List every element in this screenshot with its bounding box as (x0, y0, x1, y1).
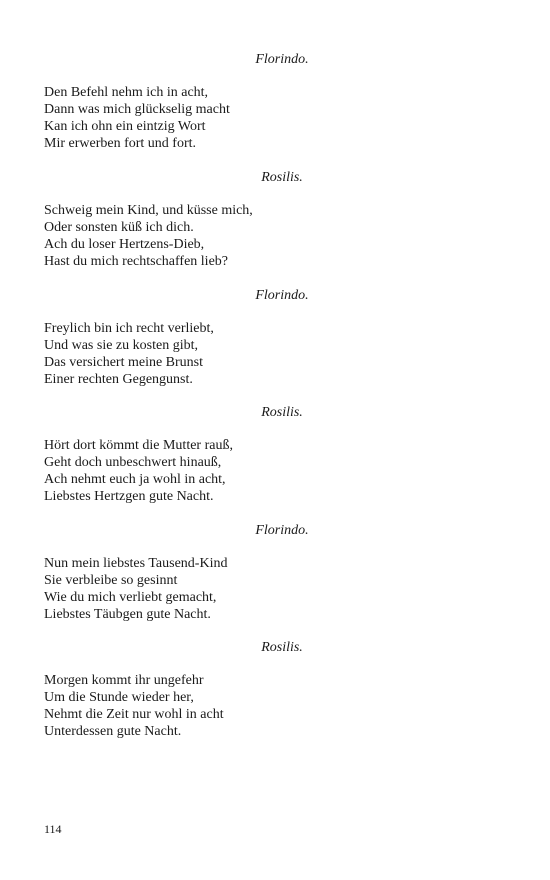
verse-line: Kan ich ohn ein eintzig Wort (44, 119, 206, 134)
stanza (44, 437, 514, 505)
speaker-heading: Rosilis. (261, 640, 303, 655)
verse-line: Schweig mein Kind, und küsse mich, (44, 203, 253, 218)
speaker-heading: Rosilis. (261, 405, 303, 420)
verse-line: Liebstes Hertzgen gute Nacht. (44, 489, 214, 504)
page-number: 114 (44, 822, 62, 836)
stanza (44, 320, 514, 388)
verse-line: Ach nehmt euch ja wohl in acht, (44, 472, 226, 487)
verse-line: Nehmt die Zeit nur wohl in acht (44, 707, 224, 722)
verse-line: Das versichert meine Brunst (44, 355, 204, 370)
stanza (44, 672, 514, 740)
speaker-heading: Florindo. (255, 288, 309, 303)
verse-line: Sie verbleibe so gesinnt (44, 573, 178, 588)
verse-line: Unterdessen gute Nacht. (44, 724, 182, 739)
verse-line: Wie du mich verliebt gemacht, (44, 590, 217, 605)
verse-line: Hast du mich rechtschaffen lieb? (44, 254, 229, 269)
verse-line: Morgen kommt ihr ungefehr (44, 673, 204, 688)
speaker-heading: Rosilis. (261, 170, 303, 185)
speaker-heading: Florindo. (255, 52, 309, 67)
verse-line: Ach du loser Hertzens-Dieb, (44, 237, 205, 252)
speaker-heading: Florindo. (255, 523, 309, 538)
stanza (44, 84, 514, 152)
stanza (44, 202, 514, 270)
verse-line: Einer rechten Gegengunst. (44, 372, 193, 387)
verse-line: Dann was mich glückselig macht (44, 102, 230, 117)
verse-line: Den Befehl nehm ich in acht, (44, 85, 209, 100)
verse-line: Und was sie zu kosten gibt, (44, 338, 198, 353)
verse-line: Freylich bin ich recht verliebt, (44, 321, 214, 336)
verse-line: Hört dort kömmt die Mutter rauß, (44, 438, 233, 453)
verse-line: Um die Stunde wieder her, (44, 690, 194, 705)
verse-line: Nun mein liebstes Tausend-Kind (44, 556, 228, 571)
verse-line: Mir erwerben fort und fort. (44, 136, 197, 151)
verse-line: Liebstes Täubgen gute Nacht. (44, 607, 211, 622)
stanza (44, 555, 514, 623)
verse-line: Geht doch unbeschwert hinauß, (44, 455, 222, 470)
verse-line: Oder sonsten küß ich dich. (44, 220, 194, 235)
